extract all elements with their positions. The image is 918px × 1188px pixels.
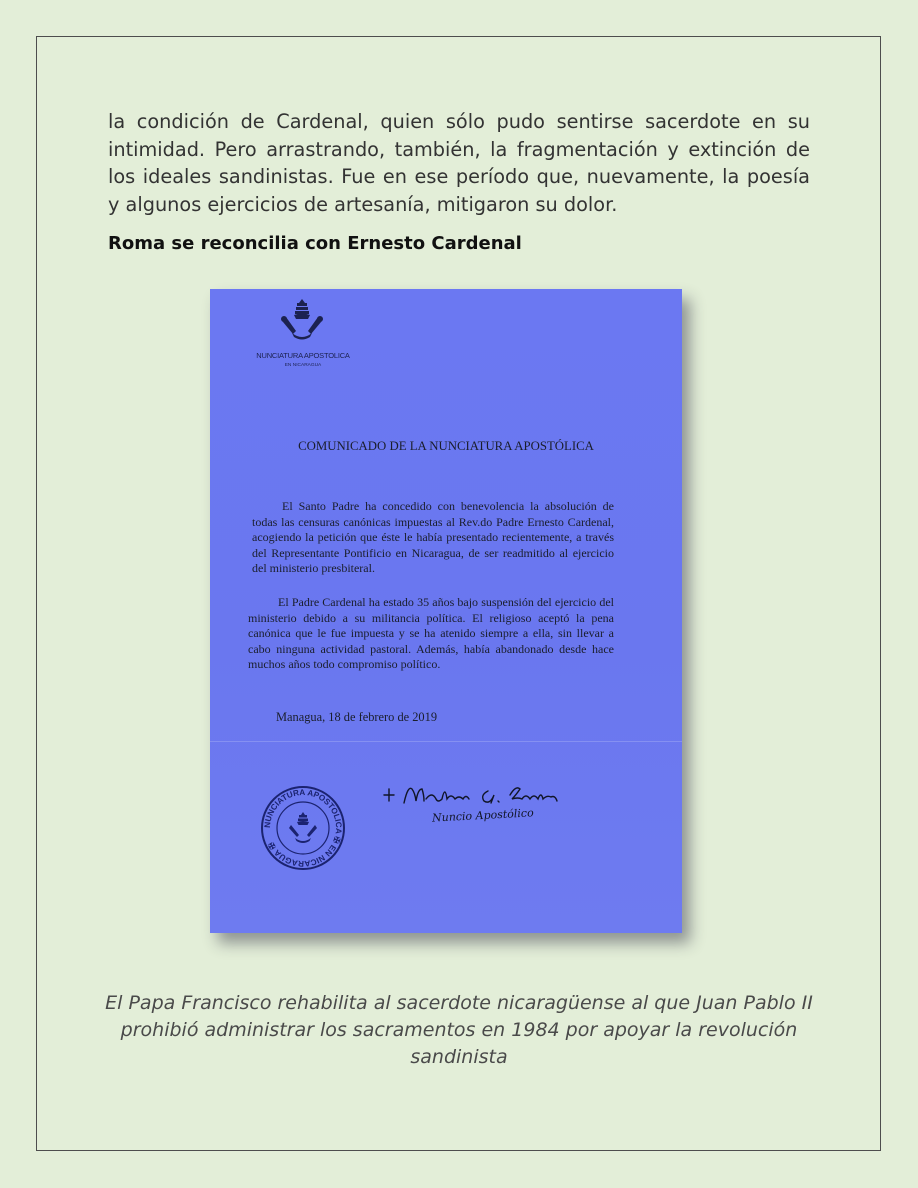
svg-text:NUNCIATURA APOSTOLICA ✠ EN NIC	[263, 788, 343, 868]
org-name: NUNCIATURA APOSTOLICA	[256, 351, 350, 360]
letter-paragraph-1: El Santo Padre ha concedido con benevolencia la absolución de todas las censuras canónicas impuestas al Rev.do Padre Ernesto Cardenal, acogiendo la petición que éste le había presentado recientemente, a través del Representante Pontificio en Nicaragua, de ser readmitido al ejercicio del ministerio presbiteral.	[252, 499, 614, 576]
letter-title: COMUNICADO DE LA NUNCIATURA APOSTÓLICA	[298, 439, 594, 453]
papal-emblem-icon	[278, 297, 326, 343]
org-subtitle: EN NICARAGUA	[284, 363, 322, 368]
stamp-text: NUNCIATURA APOSTOLICA ✠ EN NICARAGUA ✠	[262, 787, 344, 869]
signature	[380, 777, 600, 837]
body-paragraph: la condición de Cardenal, quien sólo pudo sentirse sacerdote en su intimidad. Pero arrastrando, también, la fragmentación y extinción de los ideales sandinistas. Fue en ese período que, nuevamente, la poesía y algunos ejercicios de artesanía, mitigaron su dolor.	[108, 110, 810, 216]
letter-date: Managua, 18 de febrero de 2019	[276, 710, 438, 724]
letter-photo	[210, 289, 682, 933]
letter-paragraph-2: El Padre Cardenal ha estado 35 años bajo suspensión del ejercicio del ministerio debido a su militancia política. El religioso aceptó la pena canónica que le fue impuesta y se ha atenido siempre a ella, sin llevar a cabo ninguna actividad pastoral. Además, había abandonado desde hace muchos años todo compromiso político.	[248, 595, 614, 672]
photo-caption: El Papa Francisco rehabilita al sacerdote nicaragüense al que Juan Pablo II prohibió administrar los sacramentos en 1984 por apoyar la revolución sandinista	[105, 992, 813, 1068]
signature-title: Nuncio Apostólico	[431, 806, 534, 825]
paper-fold-line	[210, 741, 682, 742]
nunciature-stamp-icon	[260, 785, 346, 871]
section-heading: Roma se reconcilia con Ernesto Cardenal	[108, 233, 522, 254]
